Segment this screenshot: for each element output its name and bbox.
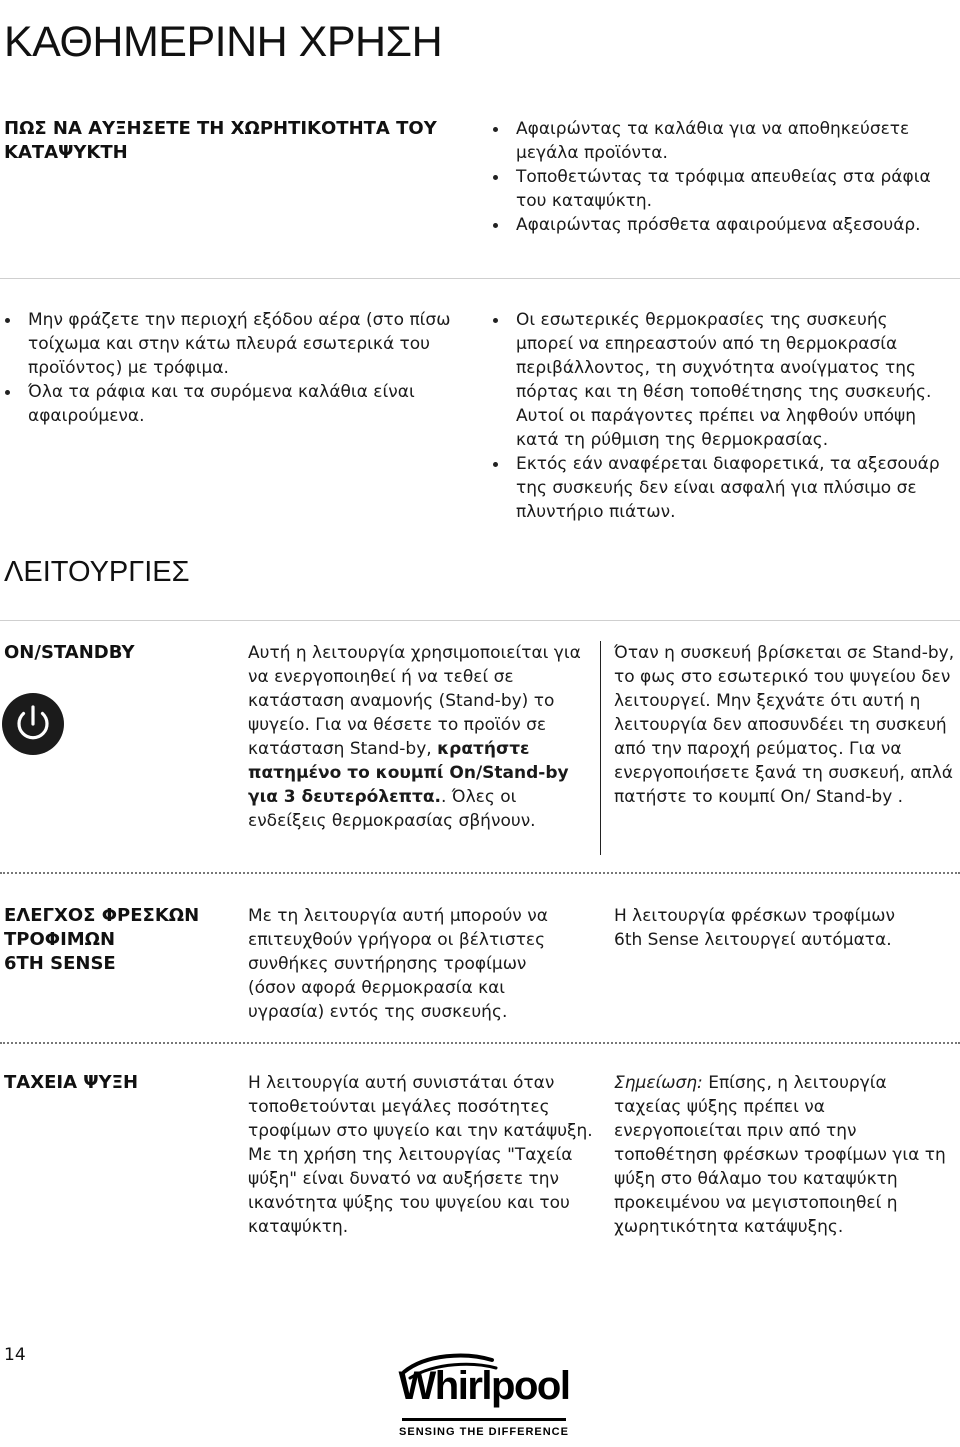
logo-wordmark: Whirlpool bbox=[398, 1364, 570, 1408]
whirlpool-logo bbox=[396, 1352, 572, 1444]
sense-description: Με τη λειτουργία αυτή μπορούν να επιτευχθούν γρήγορα οι βέλτιστες συνθήκες συντήρησης τροφίμων (όσον αφορά θερμοκρασία και υγρασία) εντός της συσκευής. bbox=[248, 906, 548, 1022]
functions-title: ΛΕΙΤΟΥΡΓΙΕΣ bbox=[4, 556, 190, 588]
note-text: Επίσης, η λειτουργία ταχείας ψύξης πρέπει να ενεργοποιείται πριν από την τοποθέτηση φρέσκων τροφίμων για τη ψύξη στο θάλαμο του καταψύκτη προκειμένου να μεγιστοποιηθεί η χωρητικότητα κατάψυξης. bbox=[614, 1073, 946, 1237]
standby-description bbox=[248, 641, 594, 833]
sense-note: Η λειτουργία φρέσκων τροφίμων 6th Sense λειτουργεί αυτόματα. bbox=[614, 906, 895, 950]
fast-cooling-label: ΤΑΧΕΙΑ ΨΥΞΗ bbox=[4, 1072, 139, 1093]
dotted-divider bbox=[0, 872, 960, 874]
fast-cooling-text: Η λειτουργία αυτή συνιστάται όταν τοποθετούνται μεγάλες ποσότητες τροφίμων στο ψυγείο και την κατάψυξη. bbox=[248, 1073, 593, 1141]
power-icon bbox=[2, 693, 64, 755]
divider bbox=[0, 278, 960, 279]
standby-label: ON/STANDBY bbox=[4, 642, 135, 663]
list-item: Εκτός εάν αναφέρεται διαφορετικά, τα αξεσουάρ της συσκευής δεν είναι ασφαλή για πλύσιμο σε πλυντήριο πιάτων. bbox=[492, 452, 944, 524]
column-divider bbox=[600, 641, 601, 855]
standby-text: Αυτή η λειτουργία χρησιμοποιείται για να ενεργοποιηθεί ή να τεθεί σε κατάσταση αναμονής (Stand-by) το ψυγείο. Για να θέσετε το προϊόν σε κατάσταση Stand-by, bbox=[248, 643, 581, 759]
dotted-divider bbox=[0, 1042, 960, 1044]
list-item: Τοποθετώντας τα τρόφιμα απευθείας στα ράφια του καταψύκτη. bbox=[492, 165, 942, 213]
page-number: 14 bbox=[4, 1345, 26, 1365]
list-item: Αφαιρώντας πρόσθετα αφαιρούμενα αξεσουάρ. bbox=[492, 213, 942, 237]
logo-tagline: SENSING THE DIFFERENCE bbox=[399, 1426, 569, 1438]
list-item: Μην φράζετε την περιοχή εξόδου αέρα (στο πίσω τοίχωμα και στην κάτω πλευρά εσωτερικά του προϊόντος) με τρόφιμα. bbox=[4, 308, 466, 380]
list-item: Όλα τα ράφια και τα συρόμενα καλάθια είναι αφαιρούμενα. bbox=[4, 380, 466, 428]
sense-label-line: 6TH SENSE bbox=[4, 953, 116, 974]
fast-cooling-text: Με τη χρήση της λειτουργίας "Ταχεία ψύξη" είναι δυνατό να αυξήσετε την ικανότητα ψύξης του ψυγείου και του καταψύκτη. bbox=[248, 1145, 573, 1237]
sense-label bbox=[4, 904, 224, 976]
divider bbox=[0, 620, 960, 621]
fast-cooling-description bbox=[248, 1071, 598, 1239]
list-item: Οι εσωτερικές θερμοκρασίες της συσκευής μπορεί να επηρεαστούν από τη θερμοκρασία περιβάλλοντος, τη συχνότητα ανοίγματος της πόρτας και τη θέση τοποθέτησης της συσκευής. Αυτοί οι παράγοντες πρέπει να ληφθούν υπόψη κατά τη ρύθμιση της θερμοκρασίας. bbox=[492, 308, 944, 452]
notes-left-list bbox=[4, 308, 466, 428]
capacity-list bbox=[492, 117, 942, 237]
notes-right-list bbox=[492, 308, 944, 524]
page-title: ΚΑΘΗΜΕΡΙΝΗ ΧΡΗΣΗ bbox=[4, 18, 443, 66]
standby-note: Όταν η συσκευή βρίσκεται σε Stand-by, το φως στο εσωτερικό του ψυγείου δεν λειτουργεί. Μην ξεχνάτε ότι αυτή η λειτουργία δεν αποσυνδέει τη συσκευή από την παροχή ρεύματος. Για να ενεργοποιήσετε ξανά τη συσκευή, απλά πατήστε το κουμπί On/ Stand-by . bbox=[614, 643, 955, 807]
capacity-heading: ΠΩΣ ΝΑ ΑΥΞΗΣΕΤΕ ΤΗ ΧΩΡΗΤΙΚΟΤΗΤΑ ΤΟΥ ΚΑΤΑΨΥΚΤΗ bbox=[4, 118, 437, 163]
standby-bold-text: κρατήστε πατημένο το κουμπί On/Stand-by για 3 δευτερόλεπτα. bbox=[248, 739, 569, 807]
sense-label-line: ΤΡΟΦΙΜΩΝ bbox=[4, 929, 116, 950]
sense-label-line: ΕΛΕΓΧΟΣ ΦΡΕΣΚΩΝ bbox=[4, 905, 200, 926]
list-item: Αφαιρώντας τα καλάθια για να αποθηκεύσετε μεγάλα προϊόντα. bbox=[492, 117, 942, 165]
note-label: Σημείωση: bbox=[614, 1073, 703, 1093]
standby-text-end: . Όλες οι ενδείξεις θερμοκρασίας σβήνουν. bbox=[248, 787, 536, 831]
fast-cooling-note bbox=[614, 1071, 954, 1239]
